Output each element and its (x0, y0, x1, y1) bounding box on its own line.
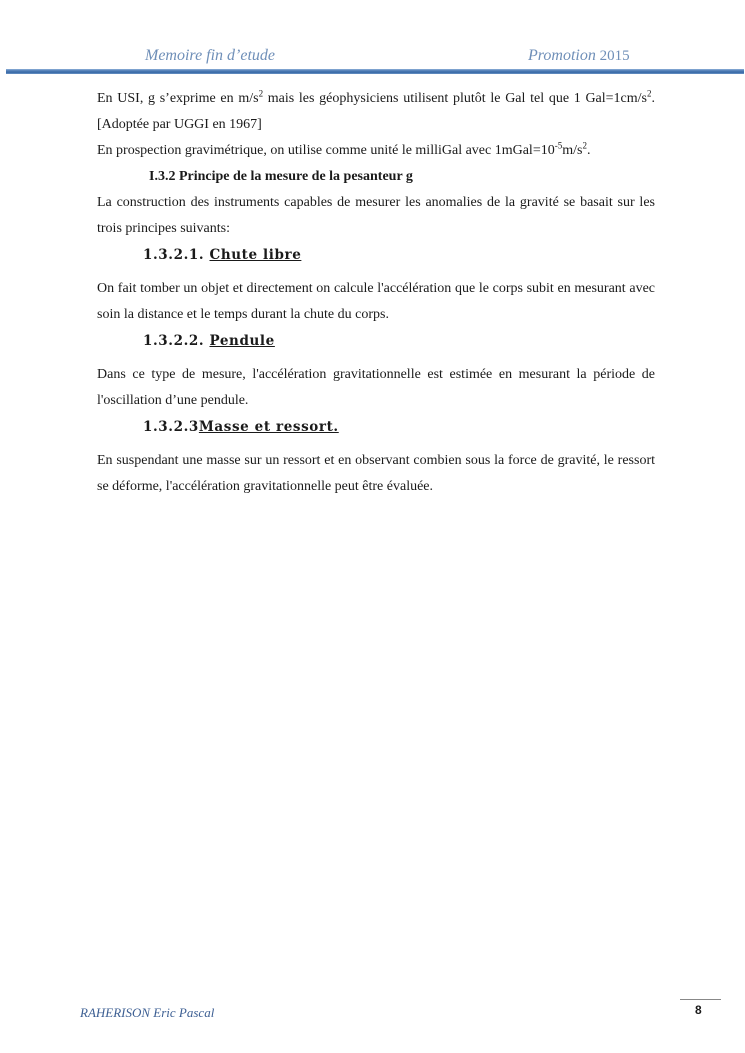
document-body (97, 86, 655, 500)
subsection-heading-pendule: 1.3.2.2. Pendule (143, 333, 275, 349)
paragraph-pendule: Dans ce type de mesure, l'accélération gravitationnelle est estimée en mesurant la période de l'oscillation d’une pendule. (97, 367, 655, 408)
header-promotion (528, 47, 630, 65)
subsection-heading-chute-libre: 1.3.2.1. Chute libre (143, 247, 302, 263)
paragraph-milligal: En prospection gravimétrique, on utilise comme unité le milliGal avec $1mGal=10^{-5}m/s^2$. (97, 140, 591, 158)
page-number: 8 (695, 1003, 702, 1017)
section-heading-principe: I.3.2 Principe de la mesure de la pesanteur g (149, 169, 413, 184)
footer-author: RAHERISON Eric Pascal (80, 1005, 215, 1020)
paragraph-usi-units: En USI, g s’exprime en $m/s^2$ mais les géophysiciens utilisent plutôt le Gal tel que 1 $Gal=1cm/s^2.[Adoptée$ par UGGI en 1967] (97, 88, 655, 132)
paragraph-masse-ressort: En suspendant une masse sur un ressort et en observant combien sous la force de gravité, le ressort se déforme, l'accélération gravitationnelle peut être évaluée. (97, 453, 655, 494)
header-rule (6, 69, 744, 74)
header-promotion-label: Promotion (528, 47, 596, 64)
paragraph-chute-libre: On fait tomber un objet et directement on calcule l'accélération que le corps subit en mesurant avec soin la distance et le temps durant la chute du corps. (97, 281, 655, 322)
paragraph-construction: La construction des instruments capables de mesurer les anomalies de la gravité se basait sur les trois principes suivants: (97, 195, 655, 236)
header-document-title: Memoire fin d’etude (145, 47, 276, 64)
header-promotion-year: 2015 (599, 48, 630, 64)
footer-rule (680, 999, 721, 1000)
subsection-heading-masse-ressort: 1.3.2.3Masse et ressort. (143, 419, 339, 435)
